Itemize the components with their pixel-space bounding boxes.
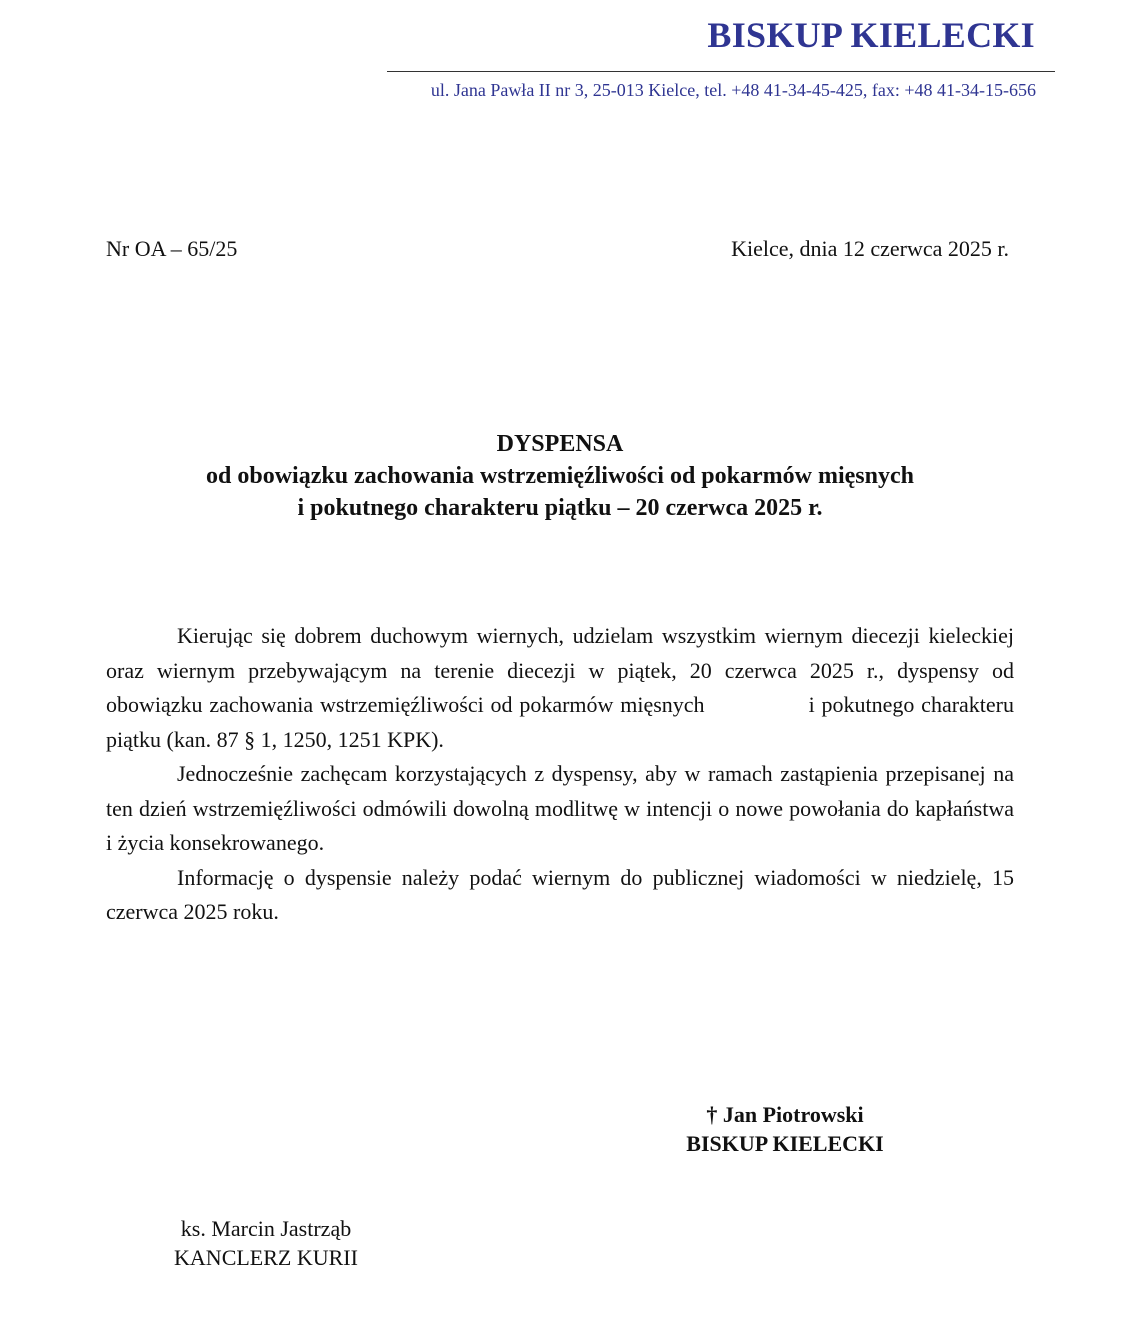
body-paragraph-1 bbox=[106, 619, 1014, 757]
heading-title: DYSPENSA bbox=[496, 431, 624, 457]
document-heading bbox=[60, 428, 1060, 524]
heading-subtitle-line-1: od obowiązku zachowania wstrzemięźliwości od pokarmów mięsnych bbox=[206, 463, 914, 489]
document-date: Kielce, dnia 12 czerwca 2025 r. bbox=[731, 236, 1009, 261]
bishop-name: † Jan Piotrowski bbox=[706, 1102, 864, 1127]
chancellor-name: ks. Marcin Jastrząb bbox=[180, 1216, 352, 1241]
body-paragraph-1-part-1: Kierując się dobrem duchowym wiernych, udzielam wszystkim wiernym diecezji kieleckiej oraz wiernym przebywającym na terenie diecezji w piątek, 20 czerwca 2025 r., dyspensy od obowiązku zachowania wstrzemięźliwości od pokarmów mięsnych bbox=[106, 623, 1014, 717]
letterhead-address: ul. Jana Pawła II nr 3, 25-013 Kielce, tel. +48 41-34-45-425, fax: +48 41-34-15-656 bbox=[430, 80, 1036, 100]
document-number: Nr OA – 65/25 bbox=[106, 236, 238, 261]
body-paragraph-3: Informację o dyspensie należy podać wiernym do publicznej wiadomości w niedzielę, 15 czerwca 2025 roku. bbox=[106, 864, 1014, 924]
letterhead-divider bbox=[387, 71, 1055, 72]
document-body bbox=[106, 619, 1014, 930]
heading-subtitle-line-2: i pokutnego charakteru piątku – 20 czerwca 2025 r. bbox=[297, 495, 823, 521]
chancellor-signature bbox=[150, 1214, 382, 1272]
chancellor-title: KANCLERZ KURII bbox=[174, 1245, 358, 1270]
letterhead-title: BISKUP KIELECKI bbox=[707, 15, 1035, 55]
body-paragraph-2: Jednocześnie zachęcam korzystających z dyspensy, aby w ramach zastąpienia przepisanej na ten dzień wstrzemięźliwości odmówili dowolną modlitwę w intencji o nowe powołania do kapłaństwa i życia konsekrowanego. bbox=[106, 761, 1014, 855]
body-paragraph-1-part-2: i pokutnego charakteru piątku (kan. 87 § 1, 1250, 1251 KPK). bbox=[106, 692, 1015, 752]
bishop-title: BISKUP KIELECKI bbox=[686, 1131, 884, 1156]
bishop-signature bbox=[672, 1100, 898, 1158]
